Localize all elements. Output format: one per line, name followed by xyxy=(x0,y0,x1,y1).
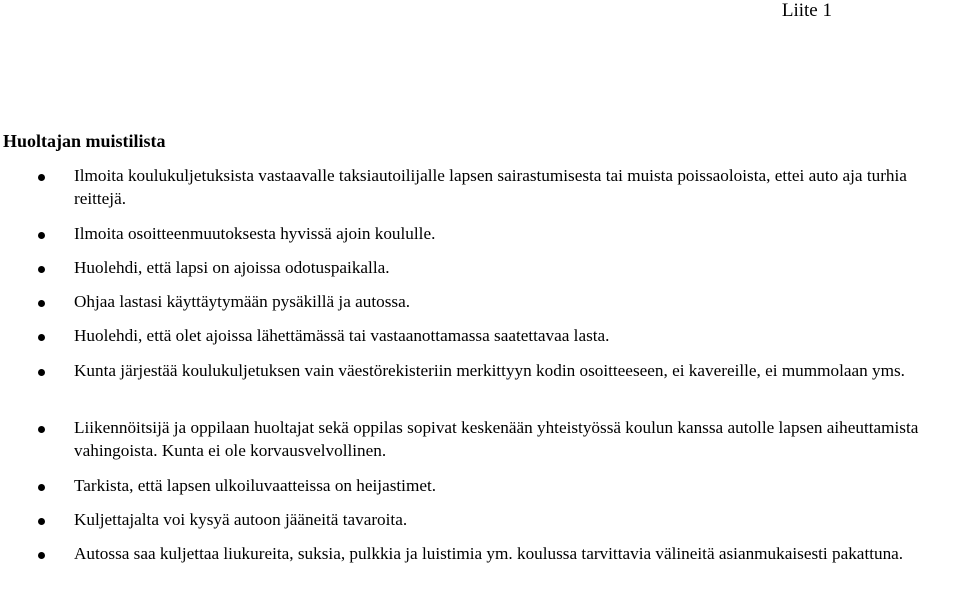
checklist-item-text: Kuljettajalta voi kysyä autoon jääneitä tavaroita. xyxy=(74,510,408,529)
checklist-item-lost-items xyxy=(74,509,958,532)
bullet-icon xyxy=(38,426,45,433)
checklist-item-reflectors xyxy=(74,475,958,498)
checklist-item-home-address xyxy=(74,360,958,383)
checklist-item-text: Ohjaa lastasi käyttäytymään pysäkillä ja autossa. xyxy=(74,292,411,311)
bullet-icon xyxy=(38,334,45,341)
checklist-item-text: Liikennöitsijä ja oppilaan huoltajat sekä oppilas sopivat keskenään yhteistyössä koulun kanssa autolle lapsen aiheuttamista vahingoista. Kunta ei ole korvausvelvollinen. xyxy=(74,418,919,460)
page-label: Liite 1 xyxy=(781,0,832,21)
checklist-item-text: Huolehdi, että olet ajoissa lähettämässä tai vastaanottamassa saatettavaa lasta. xyxy=(74,326,610,345)
bullet-icon xyxy=(38,232,45,239)
checklist-item-text: Tarkista, että lapsen ulkoiluvaatteissa on heijastimet. xyxy=(74,476,437,495)
bullet-icon xyxy=(38,369,45,376)
checklist-item-text: Kunta järjestää koulukuljetuksen vain väestörekisteriin merkittyyn kodin osoitteeseen, ei kavereille, ei mummolaan yms. xyxy=(74,361,905,380)
checklist-item-text: Ilmoita osoitteenmuutoksesta hyvissä ajoin koululle. xyxy=(74,224,436,243)
checklist-item-address-change xyxy=(74,223,958,246)
checklist-item-on-time xyxy=(74,257,958,280)
bullet-icon xyxy=(38,266,45,273)
bullet-icon xyxy=(38,518,45,525)
document-title: Huoltajan muistilista xyxy=(3,131,166,151)
bullet-icon xyxy=(38,552,45,559)
checklist-item-damages xyxy=(74,417,958,462)
checklist-item-text: Ilmoita koulukuljetuksista vastaavalle taksiautoilijalle lapsen sairastumisesta tai muista poissaoloista, ettei auto aja turhia reittejä. xyxy=(74,166,907,208)
bullet-icon xyxy=(38,484,45,491)
bullet-icon xyxy=(38,174,45,181)
checklist-item-text: Autossa saa kuljettaa liukureita, suksia, pulkkia ja luistimia ym. koulussa tarvittavia välineitä asianmukaisesti pakattuna. xyxy=(74,544,904,563)
checklist-item-text: Huolehdi, että lapsi on ajoissa odotuspaikalla. xyxy=(74,258,390,277)
bullet-icon xyxy=(38,300,45,307)
checklist-item-escort xyxy=(74,325,958,348)
checklist-item-behaviour xyxy=(74,291,958,314)
checklist-item-absence-notice xyxy=(74,165,958,210)
checklist-item-equipment xyxy=(74,543,958,566)
